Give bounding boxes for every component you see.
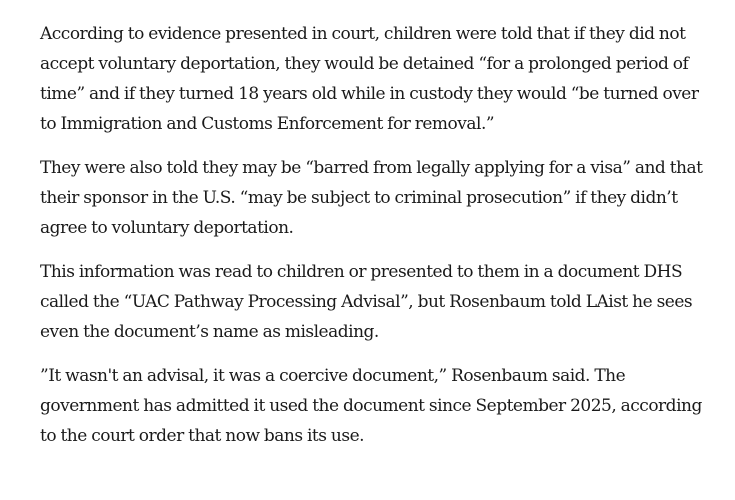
paragraph-evidence: According to evidence presented in court, children were told that if they did not accept voluntary deportation, they would be detained “for a prolonged period of time” and if they turned 18 years old while in custody they would “be turned over to Immigration and Customs Enforcement for removal.” [40, 24, 699, 134]
paragraph-advisal-document: This information was read to children or presented to them in a document DHS called the “UAC Pathway Processing Advisal”, but Rosenbaum told LAist he sees even the document’s name as misleading. [40, 262, 693, 342]
paragraph-visa-warning: They were also told they may be “barred from legally applying for a visa” and that their sponsor in the U.S. “may be subject to criminal prosecution” if they didn’t agree to voluntary deportation. [40, 158, 703, 238]
article-body [40, 19, 715, 451]
paragraph-rosenbaum-quote: ”It wasn't an advisal, it was a coercive document,” Rosenbaum said. The government has admitted it used the document since September 2025, according to the court order that now bans its use. [40, 366, 702, 446]
